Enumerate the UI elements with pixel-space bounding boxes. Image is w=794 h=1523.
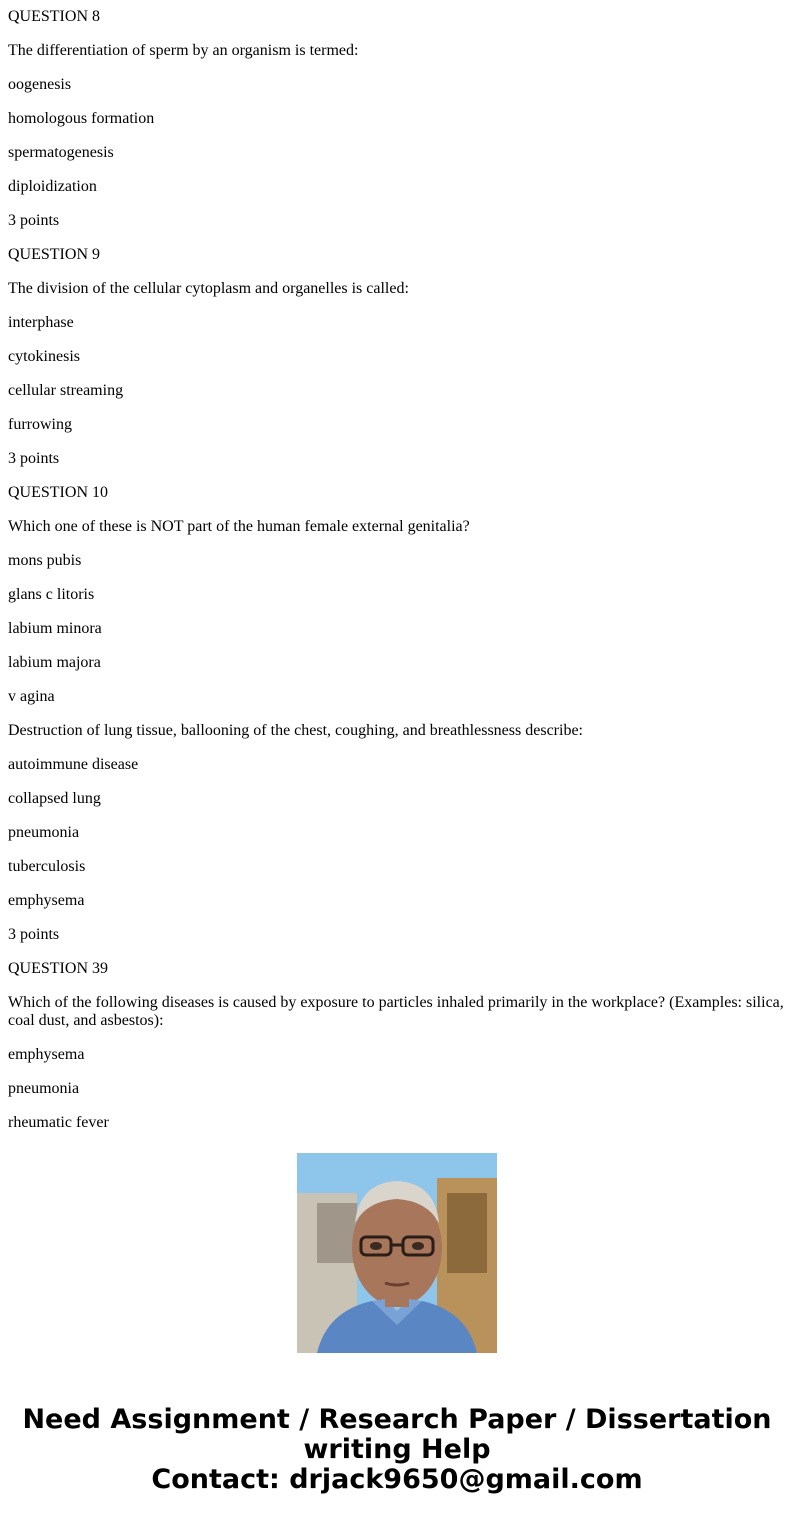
document-line: glans c litoris bbox=[8, 586, 95, 603]
document-line: Which one of these is NOT part of the human female external genitalia? bbox=[8, 518, 470, 535]
document-line: rheumatic fever bbox=[8, 1114, 109, 1131]
document-line: collapsed lung bbox=[8, 790, 101, 807]
document-line: oogenesis bbox=[8, 76, 72, 93]
document-line: v agina bbox=[8, 688, 55, 705]
document-line: furrowing bbox=[8, 416, 72, 433]
document-line: autoimmune disease bbox=[8, 756, 139, 773]
document-line: Destruction of lung tissue, ballooning of the chest, coughing, and breathlessness describe: bbox=[8, 722, 583, 739]
document-line: emphysema bbox=[8, 892, 85, 909]
document-line: cellular streaming bbox=[8, 382, 124, 399]
document-line: spermatogenesis bbox=[8, 144, 114, 161]
promo-text bbox=[0, 1405, 794, 1495]
document-line: QUESTION 10 bbox=[8, 484, 108, 501]
document-line: emphysema bbox=[8, 1046, 85, 1063]
document-line: 3 points bbox=[8, 450, 60, 467]
document-line: 3 points bbox=[8, 926, 60, 943]
document-line: The differentiation of sperm by an organism is termed: bbox=[8, 42, 359, 59]
document-line: homologous formation bbox=[8, 110, 155, 127]
document-line: pneumonia bbox=[8, 824, 80, 841]
promo-section bbox=[0, 1122, 794, 1523]
document-line: labium minora bbox=[8, 620, 102, 637]
document-line: mons pubis bbox=[8, 552, 82, 569]
document-line: cytokinesis bbox=[8, 348, 80, 365]
document-line: The division of the cellular cytoplasm and organelles is called: bbox=[8, 280, 409, 297]
document-line: QUESTION 39 bbox=[8, 960, 108, 977]
document-line: interphase bbox=[8, 314, 74, 331]
document-line: Which of the following diseases is caused by exposure to particles inhaled primarily in the workplace? (Examples: silica, coal dust, and asbestos): bbox=[8, 994, 784, 1029]
author-avatar bbox=[297, 1153, 497, 1353]
document-line: labium majora bbox=[8, 654, 101, 671]
promo-line-1: Need Assignment / Research Paper / Dissertation bbox=[22, 1404, 772, 1435]
document-line: pneumonia bbox=[8, 1080, 80, 1097]
document-line: diploidization bbox=[8, 178, 97, 195]
document-line: tuberculosis bbox=[8, 858, 86, 875]
document-line: QUESTION 8 bbox=[8, 8, 100, 25]
promo-contact[interactable]: Contact: drjack9650@gmail.com bbox=[151, 1464, 643, 1495]
document-line: 3 points bbox=[8, 212, 60, 229]
avatar-portrait-icon bbox=[297, 1153, 497, 1353]
document-line: QUESTION 9 bbox=[8, 246, 100, 263]
promo-line-2: writing Help bbox=[303, 1434, 491, 1465]
